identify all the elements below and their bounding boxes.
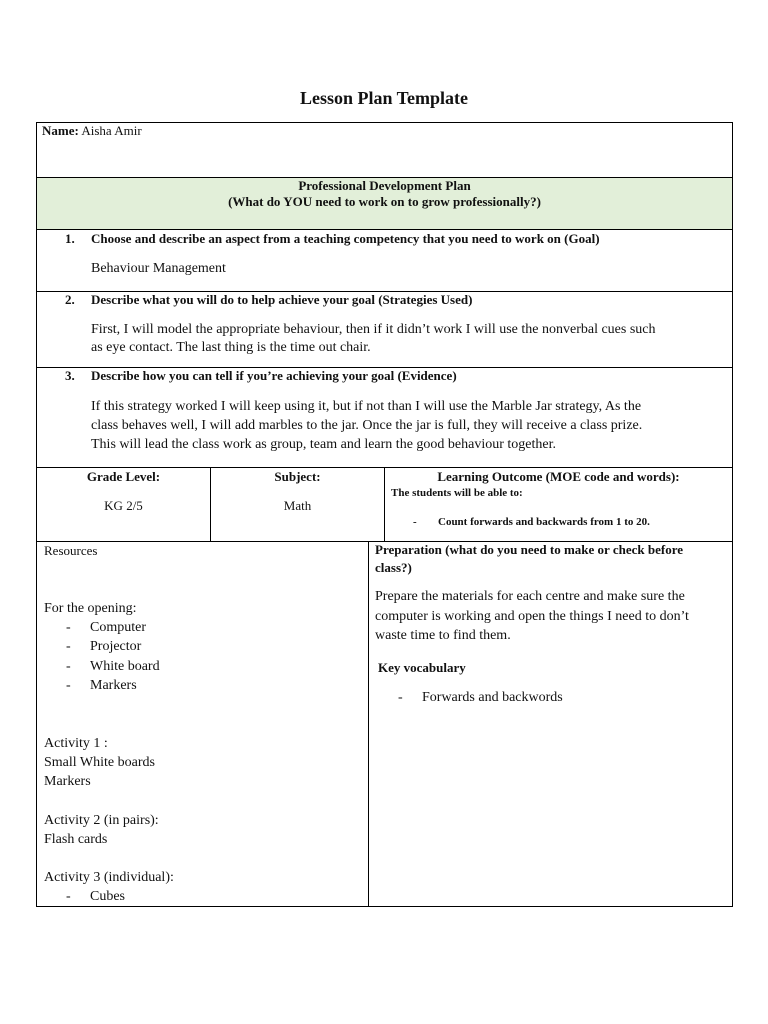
activity1-label: Activity 1 : — [44, 736, 108, 751]
vocab-dash: - — [398, 690, 403, 705]
list-item: Projector — [90, 639, 142, 654]
list-item: Markers — [44, 774, 91, 789]
outcome-bullet: Count forwards and backwards from 1 to 20. — [438, 516, 650, 528]
evidence-answer-line2: class behaves well, I will add marbles to the jar. Once the jar is full, they will receive a class prize. — [91, 418, 643, 433]
name-value: Aisha Amir — [81, 123, 142, 138]
name-row — [42, 123, 142, 139]
list-item: Small White boards — [44, 755, 155, 770]
preparation-text-line1: Prepare the materials for each centre and make sure the — [375, 589, 685, 604]
strategies-answer-line1: First, I will model the appropriate behaviour, then if it didn’t work I will use the nonverbal cues such — [91, 322, 656, 337]
preparation-heading-line2: class?) — [375, 560, 412, 575]
evidence-section — [36, 367, 733, 468]
list-dash: - — [66, 889, 71, 904]
goal-question: Choose and describe an aspect from a teaching competency that you need to work on (Goal) — [91, 231, 600, 246]
name-section — [36, 122, 733, 178]
preparation-cell — [368, 541, 733, 907]
preparation-text-line3: waste time to find them. — [375, 628, 511, 643]
preparation-heading-line1: Preparation (what do you need to make or check before — [375, 542, 684, 557]
evidence-question: Describe how you can tell if you’re achieving your goal (Evidence) — [91, 368, 457, 383]
goal-answer: Behaviour Management — [91, 261, 226, 276]
goal-section — [36, 229, 733, 292]
name-label: Name: — [42, 123, 79, 138]
list-item: Computer — [90, 620, 146, 635]
subject-value: Math — [283, 498, 312, 513]
resources-heading: Resources — [44, 543, 98, 558]
grade-cell — [36, 467, 211, 542]
list-dash: - — [66, 639, 71, 654]
outcome-intro: The students will be able to: — [391, 487, 523, 499]
pdp-heading: Professional Development Plan — [298, 178, 471, 193]
vocab-item: Forwards and backwords — [422, 690, 563, 705]
list-dash: - — [66, 659, 71, 674]
list-item: White board — [90, 659, 160, 674]
strategies-section — [36, 291, 733, 368]
activity2-label: Activity 2 (in pairs): — [44, 813, 159, 828]
goal-number: 1. — [65, 231, 75, 246]
opening-label: For the opening: — [44, 601, 137, 616]
list-item: Flash cards — [44, 832, 108, 847]
grade-value: KG 2/5 — [104, 498, 143, 513]
subject-label: Subject: — [274, 469, 321, 484]
preparation-text-line2: computer is working and open the things I need to don’t — [375, 609, 689, 624]
list-dash: - — [66, 620, 71, 635]
vocab-heading: Key vocabulary — [378, 660, 466, 675]
list-item: Cubes — [90, 889, 125, 904]
list-item: Markers — [90, 678, 137, 693]
strategies-question: Describe what you will do to help achieve your goal (Strategies Used) — [91, 292, 473, 307]
outcome-label: Learning Outcome (MOE code and words): — [437, 469, 680, 484]
strategies-answer-line2: as eye contact. The last thing is the time out chair. — [91, 340, 371, 355]
grade-label: Grade Level: — [86, 469, 161, 484]
evidence-number: 3. — [65, 368, 75, 383]
subject-cell — [210, 467, 385, 542]
resources-cell — [36, 541, 369, 907]
pdp-header — [36, 177, 733, 230]
list-dash: - — [66, 678, 71, 693]
strategies-number: 2. — [65, 292, 75, 307]
pdp-subheading: (What do YOU need to work on to grow professionally?) — [228, 194, 541, 209]
evidence-answer-line1: If this strategy worked I will keep using it, but if not than I will use the Marble Jar strategy, As the — [91, 399, 642, 414]
evidence-answer-line3: This will lead the class work as group, team and learn the good behaviour together. — [91, 437, 556, 452]
activity3-label: Activity 3 (individual): — [44, 870, 174, 885]
page-title: Lesson Plan Template — [299, 88, 469, 108]
outcome-cell — [384, 467, 733, 542]
outcome-dash: - — [413, 516, 417, 528]
